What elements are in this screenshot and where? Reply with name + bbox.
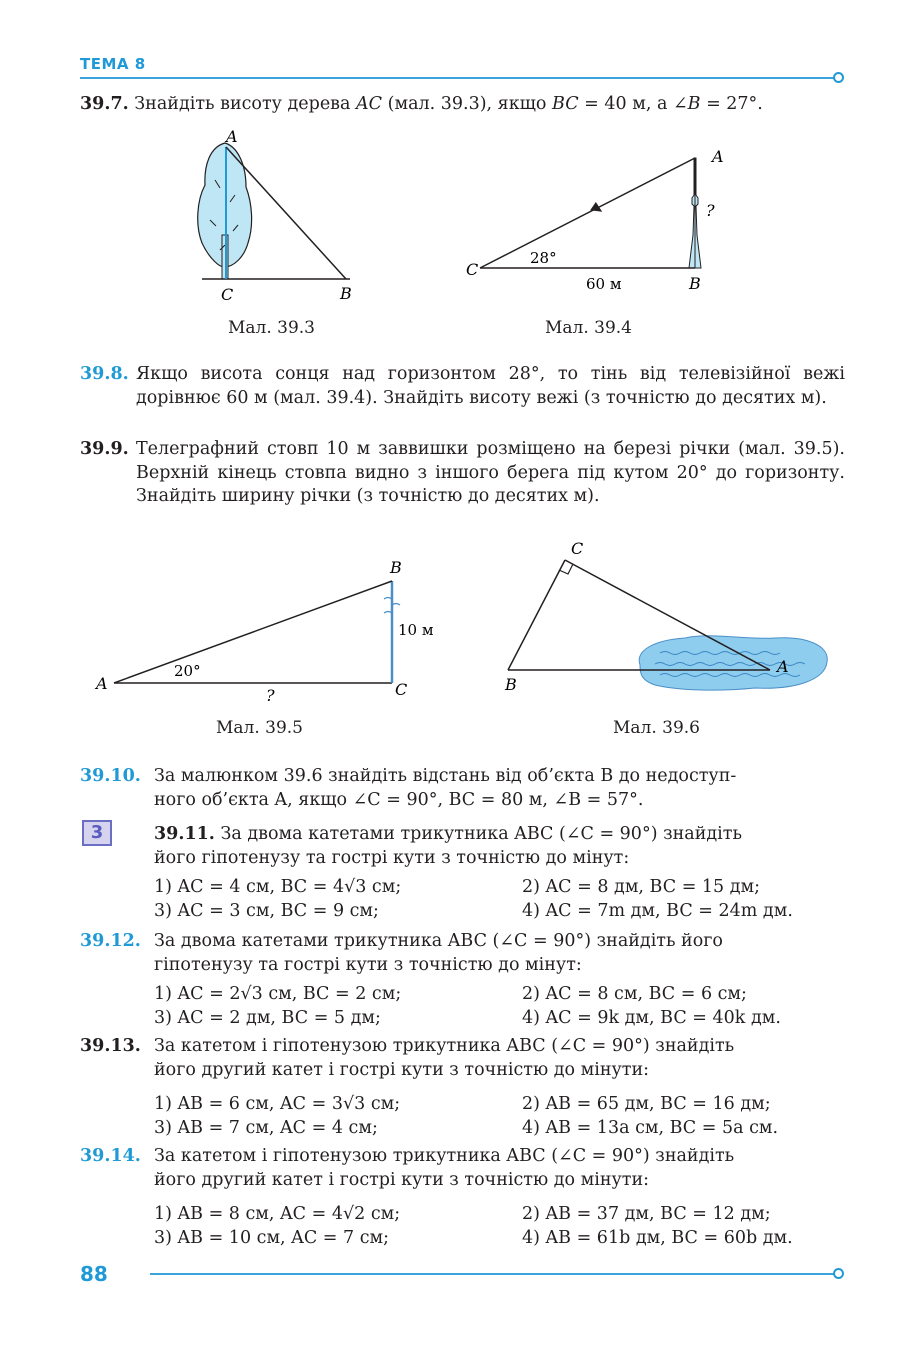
option-3: 3) AC = 2 дм, BC = 5 дм; — [154, 1008, 381, 1028]
topic-header: ТЕМА 8 — [80, 55, 146, 73]
label-b: B — [390, 558, 402, 577]
caption-39-5: Мал. 39.5 — [216, 718, 304, 738]
option-1: 1) AC = 2√3 см, BC = 2 см; — [154, 984, 402, 1004]
sightline-ab — [114, 581, 392, 683]
label-c: C — [571, 540, 584, 558]
problem-39-11-line2: його гіпотенузу та гострі кути з точністю до мінут: — [154, 848, 630, 868]
problem-number-39-13: 39.13. — [80, 1036, 141, 1056]
header-rule-end-circle — [833, 72, 844, 83]
option-2: 2) AC = 8 дм, BC = 15 дм; — [522, 877, 761, 897]
problem-number: 39.8. — [80, 364, 129, 384]
option-1: 1) AB = 8 см, AC = 4√2 см; — [154, 1204, 401, 1224]
figure-39-6 — [495, 540, 835, 700]
problem-39-8: 39.8. Якщо висота сонця над горизонтом 28°, то тінь від телевізійної вежі дорівнює 60 м (мал. 39.4). Знайдіть висоту вежі (з точністю до десятих м). — [80, 363, 845, 410]
caption-39-4: Мал. 39.4 — [545, 318, 633, 338]
label-b: B — [340, 284, 352, 303]
caption-39-3: Мал. 39.3 — [228, 318, 316, 338]
label-base: 60 м — [586, 275, 622, 293]
problem-39-10-line2: ного об’єкта A, якщо ∠C = 90°, BC = 80 м, ∠B = 57°. — [154, 790, 644, 810]
problem-39-9: 39.9. Телеграфний стовп 10 м заввишки розміщено на березі річки (мал. 39.5). Верхній кінець стовпа видно з іншого берега під кутом 20° до горизонту. Знайдіть ширину річки (з точністю до десятих м). — [80, 438, 845, 509]
problem-39-13-line1: За катетом і гіпотенузою трикутника ABC (∠C = 90°) знайдіть — [154, 1036, 735, 1056]
problem-39-14-line1: За катетом і гіпотенузою трикутника ABC (∠C = 90°) знайдіть — [154, 1146, 735, 1166]
option-1: 1) AC = 4 см, BC = 4√3 см; — [154, 877, 402, 897]
problem-39-10-line1: За малюнком 39.6 знайдіть відстань від об’єкта B до недоступ- — [154, 766, 737, 786]
problem-number: 39.7. — [80, 94, 129, 114]
option-4: 4) AC = 9k дм, BC = 40k дм. — [522, 1008, 781, 1028]
label-angle: 20° — [174, 662, 201, 680]
footer-rule — [150, 1273, 836, 1275]
header-rule — [80, 77, 835, 79]
problem-number: 39.11. — [154, 824, 215, 844]
option-3: 3) AC = 3 см, BC = 9 см; — [154, 901, 379, 921]
label-a: A — [226, 127, 238, 146]
option-4: 4) AC = 7m дм, BC = 24m дм. — [522, 901, 793, 921]
problem-number-39-12: 39.12. — [80, 931, 141, 951]
problem-39-12-line2: гіпотенузу та гострі кути з точністю до мінут: — [154, 955, 582, 975]
page-number: 88 — [80, 1262, 108, 1286]
label-height: ? — [706, 201, 715, 220]
label-angle: 28° — [530, 249, 557, 267]
label-c: C — [466, 260, 479, 279]
option-2: 2) AC = 8 см, BC = 6 см; — [522, 984, 747, 1004]
option-4: 4) AB = 61b дм, BC = 60b дм. — [522, 1228, 793, 1248]
problem-number-39-10: 39.10. — [80, 766, 141, 786]
tree-icon — [198, 143, 252, 279]
figure-39-5 — [90, 555, 450, 705]
label-b: B — [505, 675, 517, 694]
problem-number-39-14: 39.14. — [80, 1146, 141, 1166]
problem-39-13-line2: його другий катет і гострі кути з точністю до мінути: — [154, 1060, 650, 1080]
label-a: A — [96, 674, 108, 693]
label-base: ? — [266, 686, 275, 705]
label-height: 10 м — [398, 621, 434, 639]
option-1: 1) AB = 6 см, AC = 3√3 см; — [154, 1094, 401, 1114]
footer-rule-end-circle — [833, 1268, 844, 1279]
label-b: B — [689, 274, 701, 293]
label-c: C — [221, 285, 234, 304]
ray-ac — [480, 158, 695, 268]
problem-number: 39.9. — [80, 439, 129, 459]
option-2: 2) AB = 65 дм, BC = 16 дм; — [522, 1094, 771, 1114]
lake-icon — [639, 636, 827, 690]
side-bc — [508, 560, 565, 670]
problem-39-7: 39.7. Знайдіть висоту дерева AC (мал. 39.3), якщо BC = 40 м, а ∠B = 27°. — [80, 94, 763, 114]
label-c: C — [395, 680, 408, 699]
label-a: A — [777, 657, 789, 676]
label-a: A — [712, 147, 724, 166]
difficulty-level-badge: 3 — [82, 820, 112, 846]
option-4: 4) AB = 13a см, BC = 5a см. — [522, 1118, 779, 1138]
option-3: 3) AB = 7 см, AC = 4 см; — [154, 1118, 378, 1138]
problem-39-14-line2: його другий катет і гострі кути з точністю до мінути: — [154, 1170, 650, 1190]
caption-39-6: Мал. 39.6 — [613, 718, 701, 738]
figure-39-3 — [180, 125, 380, 310]
problem-39-12-line1: За двома катетами трикутника ABC (∠C = 90°) знайдіть його — [154, 931, 723, 951]
option-3: 3) AB = 10 см, AC = 7 см; — [154, 1228, 390, 1248]
problem-39-11-line1: 39.11. За двома катетами трикутника ABC (∠C = 90°) знайдіть — [154, 824, 742, 844]
figure-39-4 — [460, 140, 740, 300]
option-2: 2) AB = 37 дм, BC = 12 дм; — [522, 1204, 771, 1224]
